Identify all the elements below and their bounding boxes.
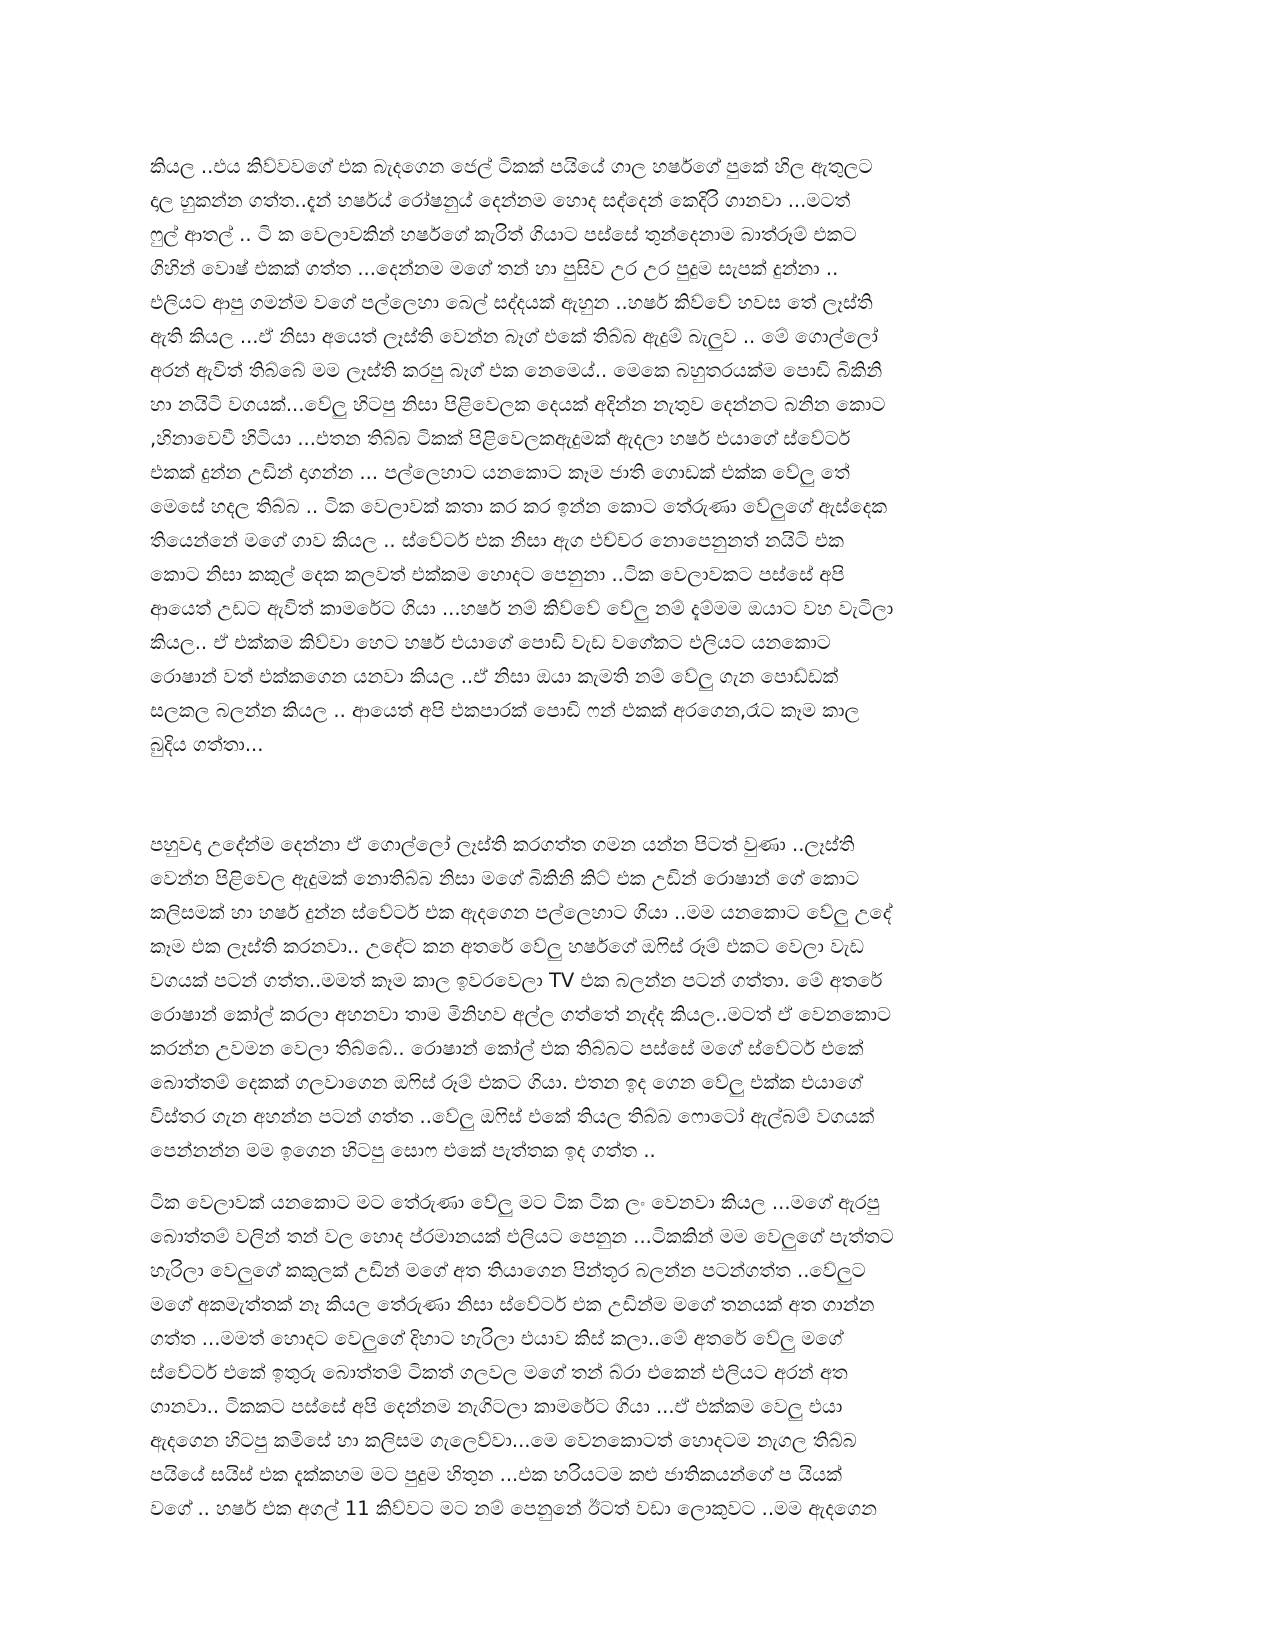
text-line: මගේ අකමැත්තක් නෑ කියල තේරුණා නිසා ස්වේටර් එක උඩින්ම මගේ තනයක් අත ගාන්න (150, 1293, 875, 1316)
text-line: සලකල බලන්න කියල .. ආයෙත් අපි එකපාරක් පොඩි ෆන් එකක් අරගෙන,රෑට කෑම කාල (150, 699, 860, 722)
text-line: බොත්තම් දෙකක් ගලවාගෙන ඔෆිස් රූම් එකට ගියා. එතන ඉද ගෙන වේලු එක්ක එයාගේ (150, 1071, 862, 1094)
text-line: පයියේ සයිස් එක දැක්කහම මට පුදුම හිතුන ...එක හරියටම කළු ජාතිකයන්ගේ ප යියක් (150, 1463, 842, 1486)
text-line: ගත්ත ...මමත් හොදට වෙලුගේ දිහාට හැරිලා එයාව කිස් කලා..මේ අතරේ වේලු මගේ (150, 1327, 843, 1350)
text-line: කියල.. ඒ එක්කම කිව්වා හෙට හර්ෂ එයාගේ පොඩි වැඩ වගේකට එලියට යනකොට (150, 631, 831, 654)
text-line: අරන් ඇවිත් තිබ්බේ මම ලෑස්ති කරපු බෑග් එක නෙමෙය්.. මෙකෙ බහුතරයක්ම පොඩි බිකිනි (150, 359, 883, 382)
document-page (150, 150, 1070, 1550)
text-line: රොෂාන් වත් එක්කගෙන යනවා කියල ..ඒ නිසා ඔයා කැමති නම් වේලු ගැන පොඩ්ඩක් (150, 665, 839, 688)
text-line: පහුවදා උදේන්ම දෙන්නා ඒ ගොල්ලෝ ලෑස්ති කරගත්ත ගමන යන්න පිටත් වුණා ..ලෑස්ති (150, 833, 855, 856)
text-line: ආයෙත් උඩට ඇවිත් කාමරේට ගියා ...හර්ෂ නම් කිව්වේ වේලු නම් දැම්මම ඔයාට වහ වැටිලා (150, 597, 894, 620)
text-line: පෙන්නන්න මම ඉගෙන හිටපු සොෆ එකේ පැත්තක ඉද ගත්ත .. (150, 1139, 656, 1162)
text-line: මෙසේ හදල තිබ්බ .. ටික වෙලාවක් කතා කර කර ඉන්න කොට තේරුණා වේලුගේ ඇස්දෙක (150, 495, 888, 518)
text-line: හැරිලා වෙලුගේ කකුලක් උඩින් මගේ අත තියාගෙන පින්තූර බලන්න පටන්ගත්ත ..වේලුට (150, 1259, 866, 1282)
text-line: එකක් දුන්න උඩින් දාගන්න ... පල්ලෙහාට යනකොට කෑම ජාති ගොඩක් එක්ක වේලු තේ (150, 461, 850, 484)
paragraph-spacer (150, 1168, 1070, 1186)
text-line: වෙන්න පිළිවෙල ඇදුමක් නොතිබ්බ නිසා මගේ බිකිනි කිට් එක උඩින් රොෂාන් ගේ කොට (150, 867, 860, 890)
text-line: එලියට ආපු ගමන්ම වගේ පල්ලෙහා බෙල් සද්දයක් ඇහුන ..හර්ෂ කිව්වේ හවස තේ ලෑස්ති (150, 291, 873, 314)
text-line: දාල හුකන්න ගත්ත..දැන් හර්ෂය් රෝෂනුය් දෙන්නම හොද සද්දෙන් කෙදිරි ගානවා ...මටත් (150, 189, 851, 212)
text-line: ටික වෙලාවක් යනකොට මට තේරුණා වේලු මට ටික ටික ලං වෙනවා කියල ...මගේ ඇරපු (150, 1191, 880, 1214)
text-line: ඇදගෙන හිටපු කමිසේ හා කලිසම ගැලෙව්වා...මෙ වෙනකොටත් හොදටම නැගල තිබ්බ (150, 1429, 857, 1452)
text-line: බොත්තම් වලින් තන් වල හොද ප්රමානයක් එලියට පෙනුන ...ටිකකින් මම වෙලුගේ පැත්තට (150, 1225, 894, 1248)
paragraph-3 (150, 1186, 1070, 1526)
text-line: ස්වේටර් එකේ ඉතුරු බොත්තම් ටිකත් ගලවල මගේ තන් බ්රා එකෙන් එලියට අරන් අත (150, 1361, 848, 1384)
text-line: කොට නිසා කකුල් දෙක කලවත් එක්කම හොදට පෙනුනා ..ටික වෙලාවකට පස්සේ අපි (150, 563, 845, 586)
text-line: ෆුල් ආතල් .. ටි ක වෙලාවකින් හර්ෂගේ කැරිත් ගියාට පස්සේ තුන්දෙනාම බාත්රූම් එකට (150, 223, 857, 246)
paragraph-1 (150, 150, 1070, 762)
text-line: කෑම එක ලෑස්ති කරනවා.. උදේට කන අතරේ වේලු හර්ෂගේ ඔෆිස් රූම් එකට වෙලා වැඩ (150, 935, 865, 958)
paragraph-2 (150, 828, 1070, 1168)
text-line: තියෙන්නේ මගේ ගාව කියල .. ස්වේටර් එක නිසා ඇග එච්චර නොපෙනුනත් නයිටි එක (150, 529, 844, 552)
text-line: බුදිය ගත්තා... (150, 733, 264, 756)
text-line: කරන්න උවමන වෙලා තිබ්බේ.. රොෂාන් කෝල් එක තිබ්බට පස්සේ මගේ ස්වේටර් එකේ (150, 1037, 864, 1060)
text-line: ගිහින් වොෂ් එකක් ගත්ත ...දෙන්නම මගේ තන් හා පුසිව උර උර පුදුම සැපක් දුන්නා .. (150, 257, 839, 280)
text-line: ගානවා.. ටිකකට පස්සේ අපි දෙන්නම නැගිටලා කාමරේට ගියා ...ඒ එක්කම වෙලු එයා (150, 1395, 843, 1418)
text-line: විස්තර ගැන අහන්න පටන් ගත්ත ..වේලු ඔෆිස් එකේ තියල තිබ්බ ෆොටෝ ඇල්බම් වගයක් (150, 1105, 875, 1128)
text-line: හා නයිටි වගයක්...වේලු හිටපු නිසා පිළිවෙලක දෙයක් අදින්න නැතුව දෙන්නට බනින කොට (150, 393, 886, 416)
text-line: ඇති කියල ...ඒ නිසා අයෙත් ලෑස්ති වෙන්න බෑග් එකේ තිබ්බ ඇදුම් බැලුව .. මේ ගොල්ලෝ (150, 325, 879, 348)
text-line: රොෂාන් කෝල් කරලා අහනවා තාම මිනිහව අල්ල ගත්තේ නැද්ද කියල..මටත් ඒ වෙනකොට (150, 1003, 892, 1026)
text-line: වගයක් පටන් ගත්ත..මමත් කෑම කාල ඉවරවෙලා TV එක බලන්න පටන් ගත්තා. මේ අතරේ (150, 969, 883, 992)
text-line: ,හිනාවෙවී හිටියා ...එතන තිබ්බ ටිකක් පිළිවෙලකඇදුමක් ඇදලා හර්ෂ එයාගේ ස්වේටර් (150, 427, 851, 450)
text-line: කියල ..එය කිව්වවගේ එක බැදගෙන ජෙල් ටිකක් පයියේ ගාල හර්ෂගේ පුකේ හිල ඇතුලට (150, 155, 873, 178)
text-line: වගේ .. හර්ෂ එක අගල් 11 කිව්වට මට නම් පෙනුනේ ඊටත් වඩා ලොකුවට ..මම ඇදගෙන (150, 1497, 877, 1520)
text-line: කලිසමක් හා හර්ෂ දුන්න ස්වේටර් එක ඇදගෙන පල්ලෙහාට ගියා ..මම යනකොට වේලු උදේ (150, 901, 892, 924)
paragraph-spacer (150, 762, 1070, 828)
